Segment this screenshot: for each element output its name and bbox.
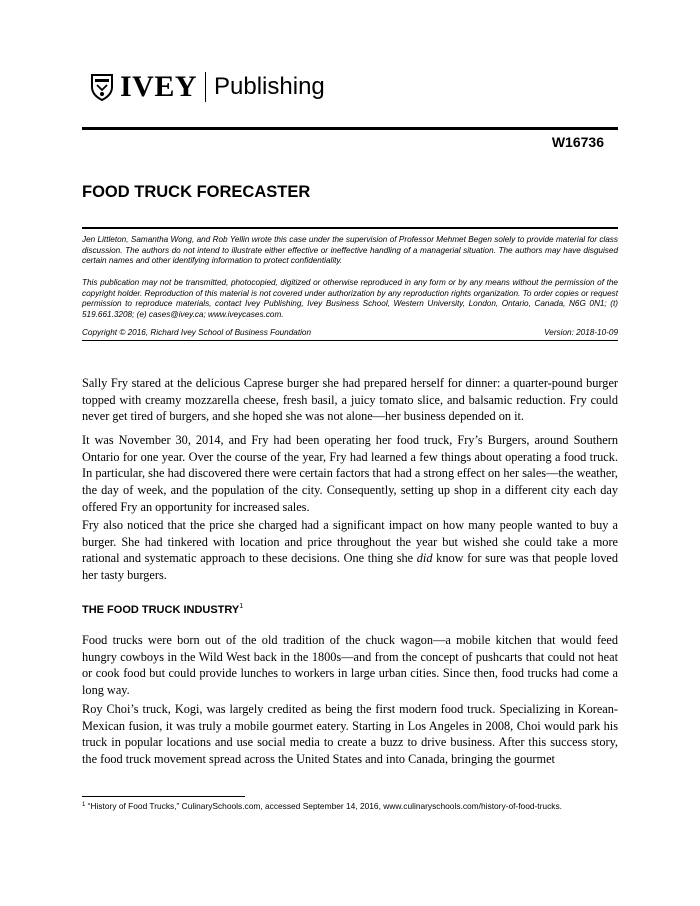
footnote-text: “History of Food Trucks,” CulinarySchools.com, accessed September 14, 2016, www.culinaryschools.com/history-of-food-trucks. xyxy=(85,801,562,811)
body-paragraph-1: Sally Fry stared at the delicious Caprese burger she had prepared herself for dinner: a quarter-pound burger topped with creamy mozzarella cheese, fresh basil, a juicy tomato slice, and balsamic reduction. Fry could never get tired of burgers, and she hoped she was not alone—her business depended on it. xyxy=(82,376,618,424)
paragraph-3-text-b: know for sure was that people loved her tasty burgers. xyxy=(82,551,618,583)
ivey-shield-icon xyxy=(90,73,114,101)
footnote-marker: 1 xyxy=(82,802,86,808)
copyright-disclaimer: This publication may not be transmitted, photocopied, digitized or otherwise reproduced in any form or by any means without the permission of the copyright holder. Reproduction of this material is not covered under authorization by any reproduction rights organization. To order copies or request permission to reproduce materials, contact Ivey Publishing, Ivey Business School, Western University, London, Ontario, Canada, N6G 0N1; (t) 519.661.3208; (e) cases@ivey.ca; www.iveycases.com. xyxy=(82,278,618,319)
logo-wordmark: IVEY xyxy=(120,70,198,103)
body-paragraph-3 xyxy=(82,517,618,584)
section-heading-text: THE FOOD TRUCK INDUSTRY xyxy=(82,604,240,616)
body-paragraph-2: It was November 30, 2014, and Fry had been operating her food truck, Fry’s Burgers, around Southern Ontario for one year. Over the course of the year, Fry had learned a few things about operating a food truck. In particular, she had discovered there were certain factors that had a strong effect on her sales—the weather, the day of week, and the population of the city. Consequently, setting up shop in a different city each day offered Fry an opportunity for increased sales. xyxy=(82,433,618,514)
copyright-line xyxy=(82,328,618,337)
title-rule xyxy=(82,227,618,229)
section-heading xyxy=(82,603,243,616)
footnote-rule xyxy=(82,796,245,797)
authors-disclaimer: Jen Littleton, Samantha Wong, and Rob Yellin wrote this case under the supervision of Professor Mehmet Begen solely to provide material for class discussion. The authors do not intend to illustrate either effective or ineffective handling of a managerial situation. The authors may have disguised certain names and other identifying information to protect confidentiality. xyxy=(82,235,618,265)
footnote-reference[interactable]: 1 xyxy=(239,603,244,610)
case-number: W16736 xyxy=(551,134,604,150)
body-paragraph-4: Food trucks were born out of the old tradition of the chuck wagon—a mobile kitchen that would feed hungry cowboys in the Wild West back in the 1800s—and from the concept of pushcarts that could not heat or cook food but could provide lunches to workers in large urban cities. Since then, food trucks had come a long way. xyxy=(82,633,618,698)
copyright-text: Copyright © 2016, Richard Ivey School of Business Foundation xyxy=(82,328,312,337)
logo-divider xyxy=(205,72,206,102)
ivey-publishing-logo xyxy=(90,70,325,104)
case-title: FOOD TRUCK FORECASTER xyxy=(82,183,311,201)
paragraph-3-text-a: Fry also noticed that the price she charged had a significant impact on how many people wanted to buy a burger. She had tinkered with location and price throughout the year but wished she could take a more rational and systematic approach to these decisions. One thing she xyxy=(82,518,618,566)
footnote xyxy=(82,799,618,812)
body-paragraph-5: Roy Choi’s truck, Kogi, was largely credited as being the first modern food truck. Specializing in Korean-Mexican fusion, it was truly a mobile gourmet eatery. Starting in Los Angeles in 2008, Choi would park his truck in popular locations and use social media to create a buzz to drive business. After this success story, the food truck movement spread across the United States and into Canada, bringing the gourmet xyxy=(82,702,618,767)
logo-publisher: Publishing xyxy=(214,73,325,100)
version-text: Version: 2018-10-09 xyxy=(544,328,618,337)
copyright-rule xyxy=(82,340,618,341)
header-rule xyxy=(82,127,618,130)
paragraph-3-emphasis: did xyxy=(416,551,433,566)
